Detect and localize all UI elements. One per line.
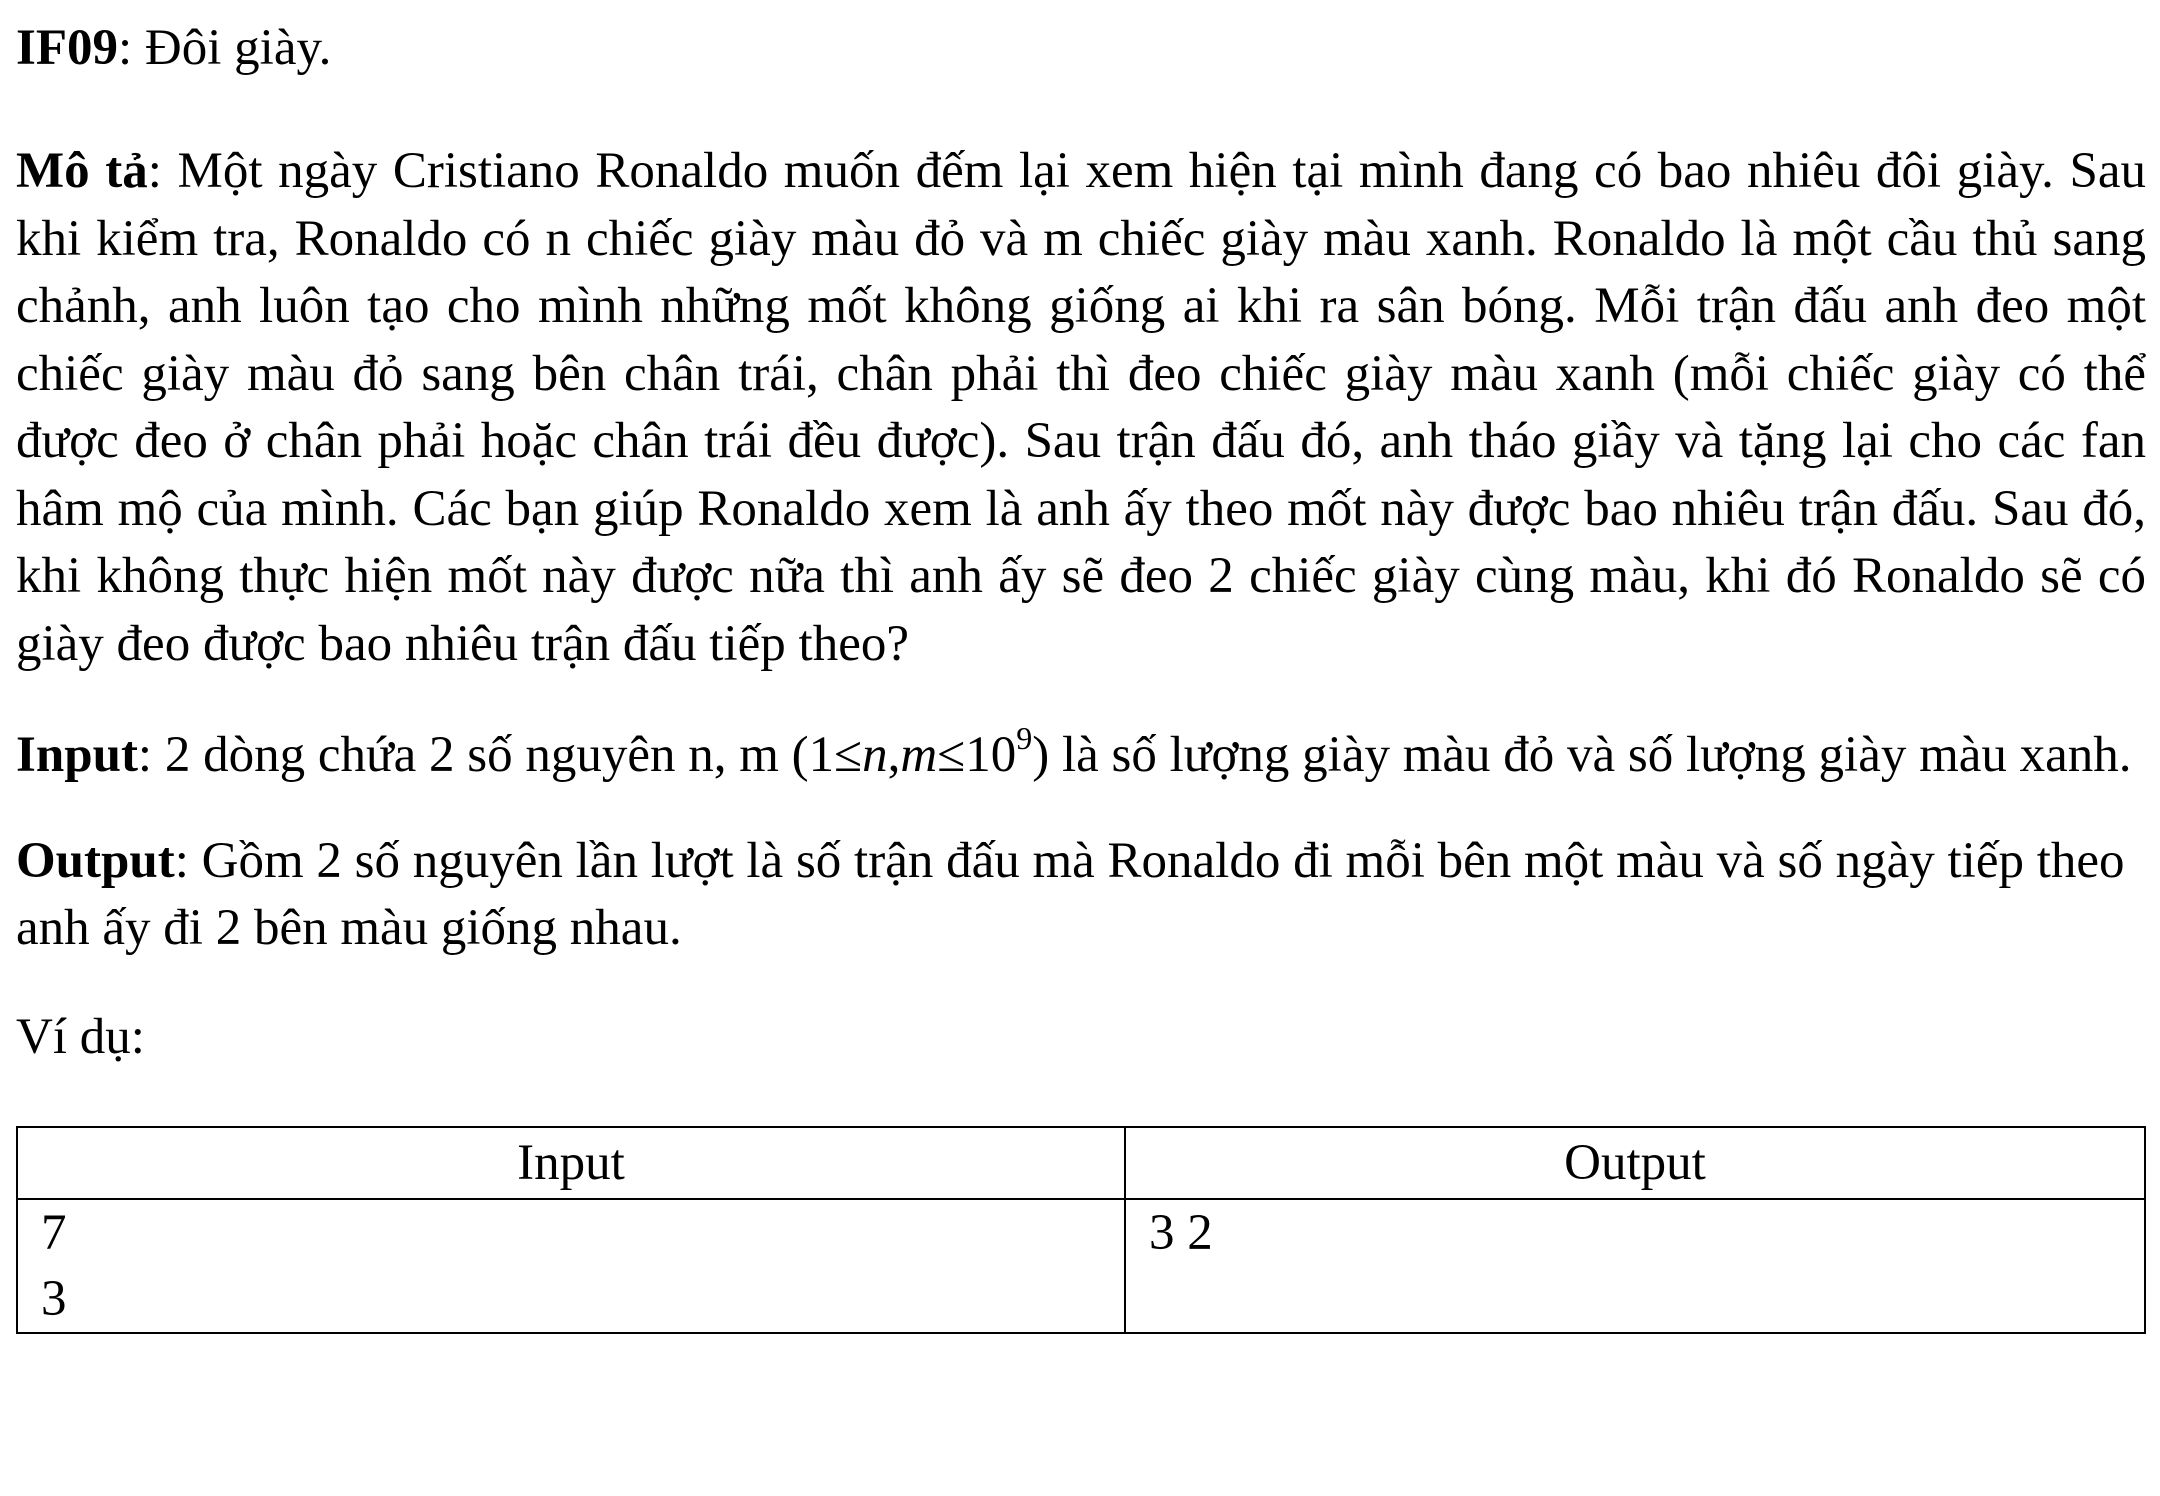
table-row — [17, 1199, 2145, 1333]
example-input-cell — [17, 1199, 1125, 1333]
problem-title — [16, 10, 2146, 86]
input-comma: , — [887, 727, 901, 783]
example-output-line: 3 2 — [1149, 1204, 1213, 1261]
problem-statement — [16, 10, 2146, 1334]
input-exponent: 9 — [1016, 720, 1033, 756]
output-text: : Gồm 2 số nguyên lần lượt là số trận đấu mà Ronaldo đi mỗi bên một màu và số ngày tiếp theo anh ấy đi 2 bên màu giống nhau. — [16, 832, 2125, 956]
output-label: Output — [16, 832, 175, 889]
input-text-before: : 2 dòng chứa 2 số nguyên n, m (1≤ — [137, 727, 863, 783]
example-table — [16, 1126, 2146, 1334]
table-header-output: Output — [1125, 1127, 2145, 1199]
problem-name: : Đôi giày. — [118, 20, 332, 76]
problem-code: IF09 — [16, 20, 118, 76]
input-text-after: ) là số lượng giày màu đỏ và số lượng giày màu xanh. — [1032, 727, 2132, 783]
example-input-line: 7 — [41, 1204, 67, 1261]
description-label: Mô tả — [16, 143, 148, 199]
input-var-m: m — [900, 727, 938, 783]
input-label: Input — [16, 727, 138, 783]
input-le: ≤10 — [937, 727, 1017, 783]
table-header-input: Input — [17, 1127, 1125, 1199]
example-label: Ví dụ: — [16, 1008, 145, 1065]
input-var-n: n — [862, 727, 888, 783]
input-paragraph — [16, 722, 2146, 790]
description-paragraph — [16, 138, 2146, 678]
description-text: : Một ngày Cristiano Ronaldo muốn đếm lại xem hiện tại mình đang có bao nhiêu đôi giày. Sau khi kiểm tra, Ronaldo có n chiếc giày màu đỏ và m chiếc giày màu xanh. Ronaldo là một cầu thủ sang chảnh, anh luôn tạo cho mình những mốt không giống ai khi ra sân bóng. Mỗi trận đấu anh đeo một chiếc giày màu đỏ sang bên chân trái, chân phải thì đeo chiếc giày màu xanh (mỗi chiếc giày có thể được đeo ở chân phải hoặc chân trái đều được). Sau trận đấu đó, anh tháo giầy và tặng lại cho các fan hâm mộ của mình. Các bạn giúp Ronaldo xem là anh ấy theo mốt này được bao nhiêu trận đấu. Sau đó, khi không thực hiện mốt này được nữa thì anh ấy sẽ đeo 2 chiếc giày cùng màu, khi đó Ronaldo sẽ có giày đeo được bao nhiêu trận đấu tiếp theo? — [16, 143, 2147, 672]
example-input-line: 3 — [41, 1270, 67, 1327]
example-table-header — [17, 1127, 2145, 1199]
output-paragraph — [16, 828, 2146, 963]
example-output-cell — [1125, 1199, 2145, 1333]
